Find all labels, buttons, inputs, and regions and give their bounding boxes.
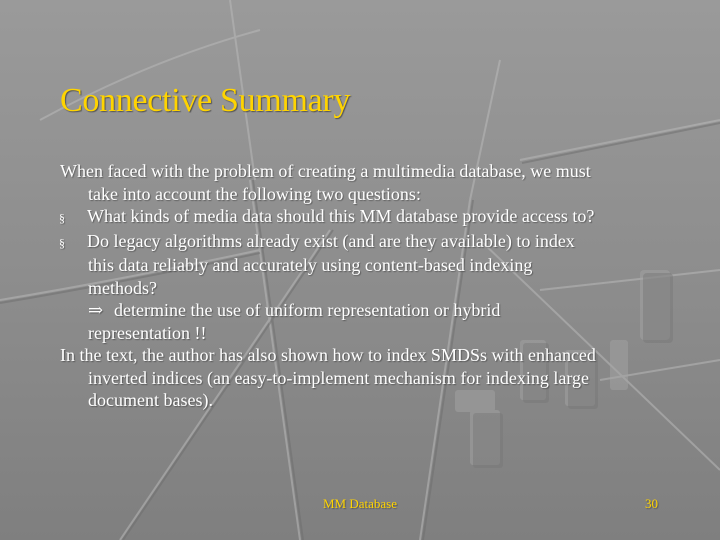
bullet-text: Do legacy algorithms already exist (and are they available) to index (87, 230, 575, 251)
bullet-item (60, 205, 670, 230)
square-bullet-icon: § (59, 235, 65, 250)
intro-line-2: take into account the following two questions: (88, 183, 421, 204)
implies-arrow-icon: ⇒ (88, 300, 104, 320)
square-bullet-icon: § (59, 211, 65, 225)
slide-body (60, 160, 670, 412)
slide-title: Connective Summary (60, 82, 351, 119)
intro-line-1: When faced with the problem of creating a multimedia database, we must (60, 161, 591, 181)
implication-line (60, 299, 670, 322)
implication-text: determine the use of uniform representation or hybrid (114, 300, 501, 320)
page-number: 30 (645, 496, 658, 511)
bullet-continuation: methods? (88, 277, 157, 298)
bullet-continuation: this data reliably and accurately using content-based indexing (88, 255, 533, 275)
footer-label: MM Database (322, 496, 397, 511)
closing-line-3: document bases). (88, 390, 213, 410)
closing-line-1: In the text, the author has also shown how to index SMDSs with enhanced (60, 345, 596, 365)
closing-line-2: inverted indices (an easy-to-implement mechanism for indexing large (88, 367, 590, 388)
bullet-text: What kinds of media data should this MM database provide access to? (87, 206, 595, 226)
implication-continuation: representation !! (88, 322, 207, 343)
bullet-item (60, 230, 670, 255)
